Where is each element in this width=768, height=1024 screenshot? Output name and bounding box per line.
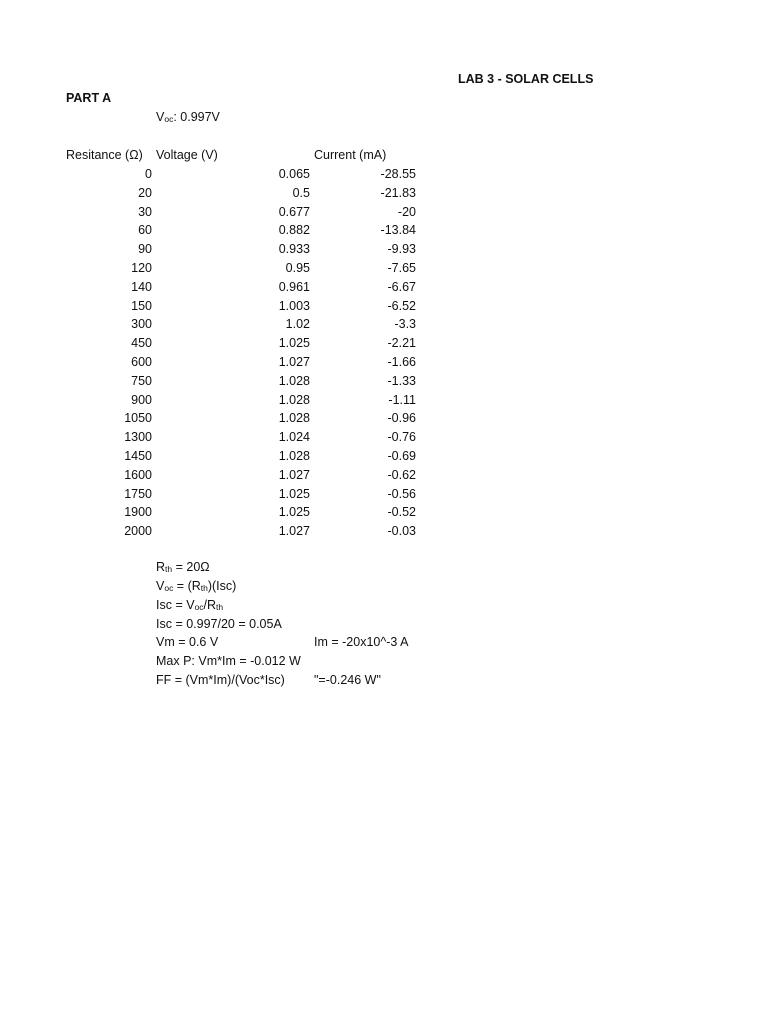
rth-value: = 20Ω	[172, 560, 210, 574]
voc-value: : 0.997V	[173, 110, 220, 124]
voltage-cell: 1.02	[285, 317, 310, 332]
resistance-cell: 900	[131, 392, 152, 407]
current-cell: -0.96	[387, 411, 416, 426]
voltage-cell: 0.677	[278, 204, 310, 219]
table-row	[0, 504, 768, 523]
voc-value-line	[156, 109, 220, 127]
table-row	[0, 279, 768, 298]
rth-symbol: R	[156, 560, 166, 574]
current-cell: -21.83	[380, 185, 416, 200]
voc-eq-part-a: V	[156, 579, 165, 593]
resistance-cell: 0	[145, 167, 152, 181]
voltage-cell: 1.027	[278, 467, 310, 482]
current-cell: -0.62	[387, 467, 416, 482]
isc-eq-part-b: /R	[203, 598, 217, 612]
voltage-cell: 1.028	[278, 449, 310, 463]
header-current: Current (mA)	[314, 148, 387, 162]
page-title: LAB 3 - SOLAR CELLS	[458, 72, 594, 86]
isc-eq-part-a: Isc = V	[156, 598, 195, 612]
resistance-cell: 1450	[124, 449, 152, 463]
table-row	[0, 410, 768, 429]
resistance-cell: 1600	[124, 467, 152, 482]
voc-eq-sub-a: oc	[164, 583, 174, 593]
voltage-cell: 1.028	[278, 373, 310, 388]
voltage-cell: 0.95	[285, 261, 310, 275]
max-power-line: Max P: Vm*Im = -0.012 W	[156, 654, 301, 668]
resistance-cell: 600	[131, 355, 152, 369]
current-cell: -0.69	[387, 449, 416, 463]
resistance-cell: 90	[138, 242, 152, 257]
voc-symbol: V	[156, 110, 165, 124]
table-row	[0, 523, 768, 542]
rth-line	[156, 559, 210, 577]
table-row	[0, 373, 768, 392]
resistance-cell: 1300	[124, 430, 152, 445]
current-cell: -3.3	[394, 317, 416, 332]
voltage-cell: 1.024	[278, 430, 310, 445]
current-cell: -0.56	[387, 486, 416, 501]
current-cell: -6.67	[387, 279, 416, 294]
voltage-cell: 1.028	[278, 392, 310, 407]
voltage-cell: 1.025	[278, 336, 310, 351]
voc-eq-part-b: = (R	[173, 579, 201, 593]
voltage-cell: 0.933	[278, 242, 310, 257]
resistance-cell: 450	[131, 336, 152, 351]
voltage-cell: 1.025	[278, 486, 310, 501]
current-cell: -1.33	[387, 373, 416, 388]
table-row	[0, 166, 768, 185]
voltage-cell: 1.027	[278, 355, 310, 369]
current-cell: -7.65	[387, 261, 416, 275]
isc-eq-sub-b: th	[216, 602, 224, 612]
header-voltage: Voltage (V)	[156, 148, 218, 162]
voc-eq-sub-b: th	[200, 583, 208, 593]
voc-equation-line	[156, 578, 236, 596]
table-row	[0, 467, 768, 486]
voc-eq-part-c: )(Isc)	[207, 579, 237, 593]
fill-factor-line: FF = (Vm*Im)/(Voc*Isc)	[156, 673, 285, 687]
table-row	[0, 222, 768, 241]
resistance-cell: 20	[138, 185, 152, 200]
current-cell: -20	[397, 204, 416, 219]
resistance-cell: 150	[131, 298, 152, 313]
current-cell: -0.03	[387, 524, 416, 539]
table-row	[0, 392, 768, 411]
table-row	[0, 486, 768, 505]
voltage-cell: 1.027	[278, 524, 310, 539]
voltage-cell: 0.5	[292, 185, 310, 200]
im-line: Im = -20x10^-3 A	[314, 635, 409, 649]
table-row	[0, 316, 768, 335]
table-row	[0, 185, 768, 204]
current-cell: -28.55	[380, 167, 416, 181]
resistance-cell: 30	[138, 204, 152, 219]
current-cell: -1.11	[388, 392, 416, 407]
isc-value-line: Isc = 0.997/20 = 0.05A	[156, 617, 282, 631]
resistance-cell: 1900	[124, 505, 152, 520]
table-row	[0, 241, 768, 260]
table-row	[0, 335, 768, 354]
fill-factor-value: "=-0.246 W"	[314, 673, 381, 687]
table-row	[0, 298, 768, 317]
current-cell: -9.93	[387, 242, 416, 257]
resistance-cell: 1750	[124, 486, 152, 501]
current-cell: -0.52	[387, 505, 416, 520]
current-cell: -2.21	[387, 336, 416, 351]
voltage-cell: 0.882	[278, 223, 310, 238]
voc-subscript: oc	[164, 114, 174, 124]
vm-line: Vm = 0.6 V	[156, 635, 219, 649]
resistance-cell: 60	[138, 223, 152, 238]
resistance-cell: 750	[131, 373, 152, 388]
current-cell: -6.52	[387, 298, 416, 313]
table-row	[0, 448, 768, 467]
table-row	[0, 260, 768, 279]
header-resistance: Resitance (Ω)	[66, 148, 143, 162]
voltage-cell: 0.065	[278, 167, 310, 181]
voltage-cell: 1.003	[278, 298, 310, 313]
resistance-cell: 1050	[124, 411, 152, 426]
current-cell: -0.76	[387, 430, 416, 445]
current-cell: -13.84	[380, 223, 416, 238]
table-row	[0, 429, 768, 448]
rth-subscript: th	[165, 564, 173, 574]
current-cell: -1.66	[387, 355, 416, 369]
table-row	[0, 204, 768, 223]
table-row	[0, 354, 768, 373]
isc-equation-line	[156, 597, 223, 615]
voltage-cell: 0.961	[278, 279, 310, 294]
resistance-cell: 120	[131, 261, 152, 275]
resistance-cell: 300	[131, 317, 152, 332]
voltage-cell: 1.028	[278, 411, 310, 426]
resistance-cell: 2000	[124, 524, 152, 539]
voltage-cell: 1.025	[278, 505, 310, 520]
resistance-cell: 140	[131, 279, 152, 294]
part-label: PART A	[66, 91, 112, 105]
isc-eq-sub-a: oc	[194, 602, 204, 612]
